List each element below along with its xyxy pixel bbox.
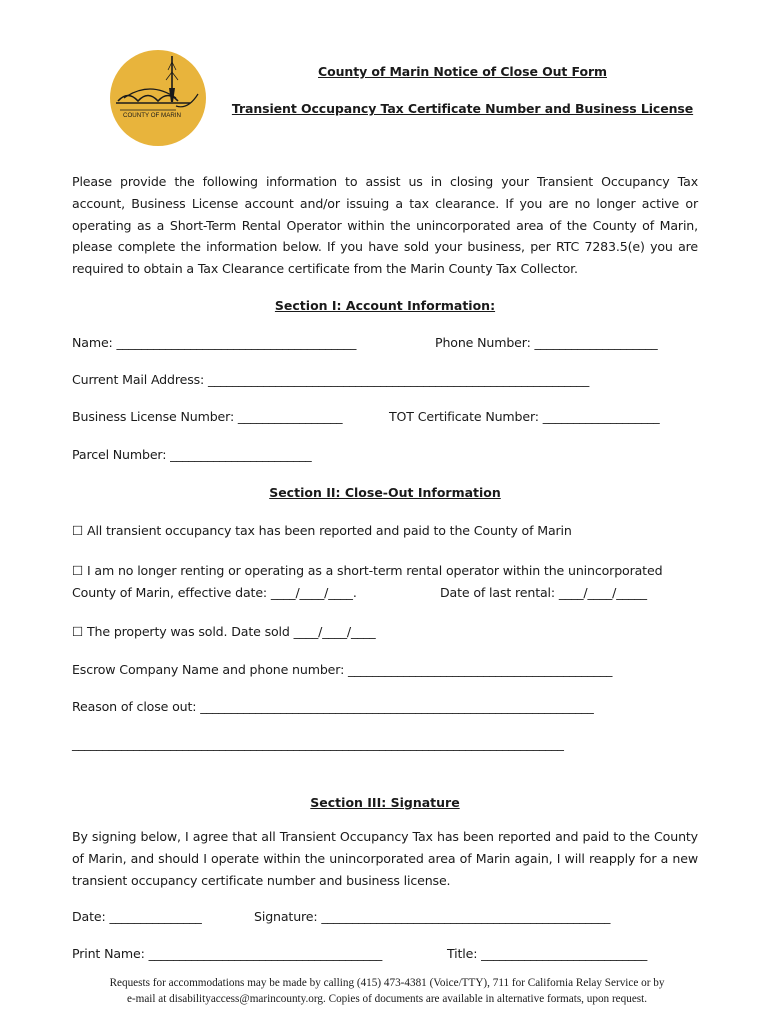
title-field[interactable]: Title: ___________________________ (447, 946, 648, 961)
print-name-field[interactable]: Print Name: ______________________________________ (72, 946, 383, 961)
parcel-number-field[interactable]: Parcel Number: _______________________ (72, 447, 312, 462)
reason-field[interactable]: Reason of close out: ________________________________________________________________ (72, 699, 594, 714)
logo-text: COUNTY OF MARIN (123, 112, 181, 119)
tot-certificate-field[interactable]: TOT Certificate Number: ___________________ (389, 409, 660, 424)
form-title: County of Marin Notice of Close Out Form (318, 64, 607, 79)
signature-field[interactable]: Signature: _______________________________________________ (254, 909, 611, 924)
phone-number-field[interactable]: Phone Number: ____________________ (435, 335, 658, 350)
no-longer-renting-checkbox[interactable]: ☐ I am no longer renting or operating as a short-term rental operator within the unincorporated (72, 563, 663, 578)
signature-statement: By signing below, I agree that all Transient Occupancy Tax has been reported and paid to the County of Marin, and should I operate within the unincorporated area of Marin again, I will reapply for a new transient occupancy certificate number and business license. (72, 829, 698, 888)
intro-paragraph: Please provide the following information to assist us in closing your Transient Occupancy Tax account, Business License account and/or issuing a tax clearance. If you are no longer active or operating as a Short-Term Rental Operator within the unincorporated area of the County of Marin, please complete the information below. If you have sold your business, per RTC 7283.5(e) you are required to obtain a Tax Clearance certificate from the Marin County Tax Collector. (72, 174, 698, 277)
footer-note (72, 975, 702, 1007)
reason-field-line-2[interactable]: ________________________________________________________________________________ (72, 736, 564, 751)
effective-date-field[interactable]: County of Marin, effective date: ____/____/____. (72, 585, 357, 600)
section-3-title: Section III: Signature (310, 795, 460, 810)
tax-paid-checkbox[interactable]: ☐ All transient occupancy tax has been reported and paid to the County of Marin (72, 523, 572, 538)
last-rental-date-field[interactable]: Date of last rental: ____/____/_____ (440, 585, 647, 600)
section-1-title: Section I: Account Information: (274, 298, 496, 313)
footer-line-1: Requests for accommodations may be made by calling (415) 473-4381 (Voice/TTY), 711 for California Relay Service or by (109, 977, 665, 989)
property-sold-checkbox[interactable]: ☐ The property was sold. Date sold ____/____/____ (72, 624, 376, 639)
mail-address-field[interactable]: Current Mail Address: ______________________________________________________________ (72, 372, 590, 387)
section-2-title: Section II: Close-Out Information (269, 485, 501, 500)
form-subtitle: Transient Occupancy Tax Certificate Number and Business License (231, 101, 694, 116)
date-field[interactable]: Date: _______________ (72, 909, 202, 924)
footer-line-2: e-mail at disabilityaccess@marincounty.org. Copies of documents are available in alternative formats, upon request. (126, 993, 648, 1005)
escrow-company-field[interactable]: Escrow Company Name and phone number: ___________________________________________ (72, 662, 613, 677)
county-of-marin-logo (110, 50, 206, 146)
business-license-field[interactable]: Business License Number: _________________ (72, 409, 343, 424)
name-field[interactable]: Name: _______________________________________ (72, 335, 357, 350)
